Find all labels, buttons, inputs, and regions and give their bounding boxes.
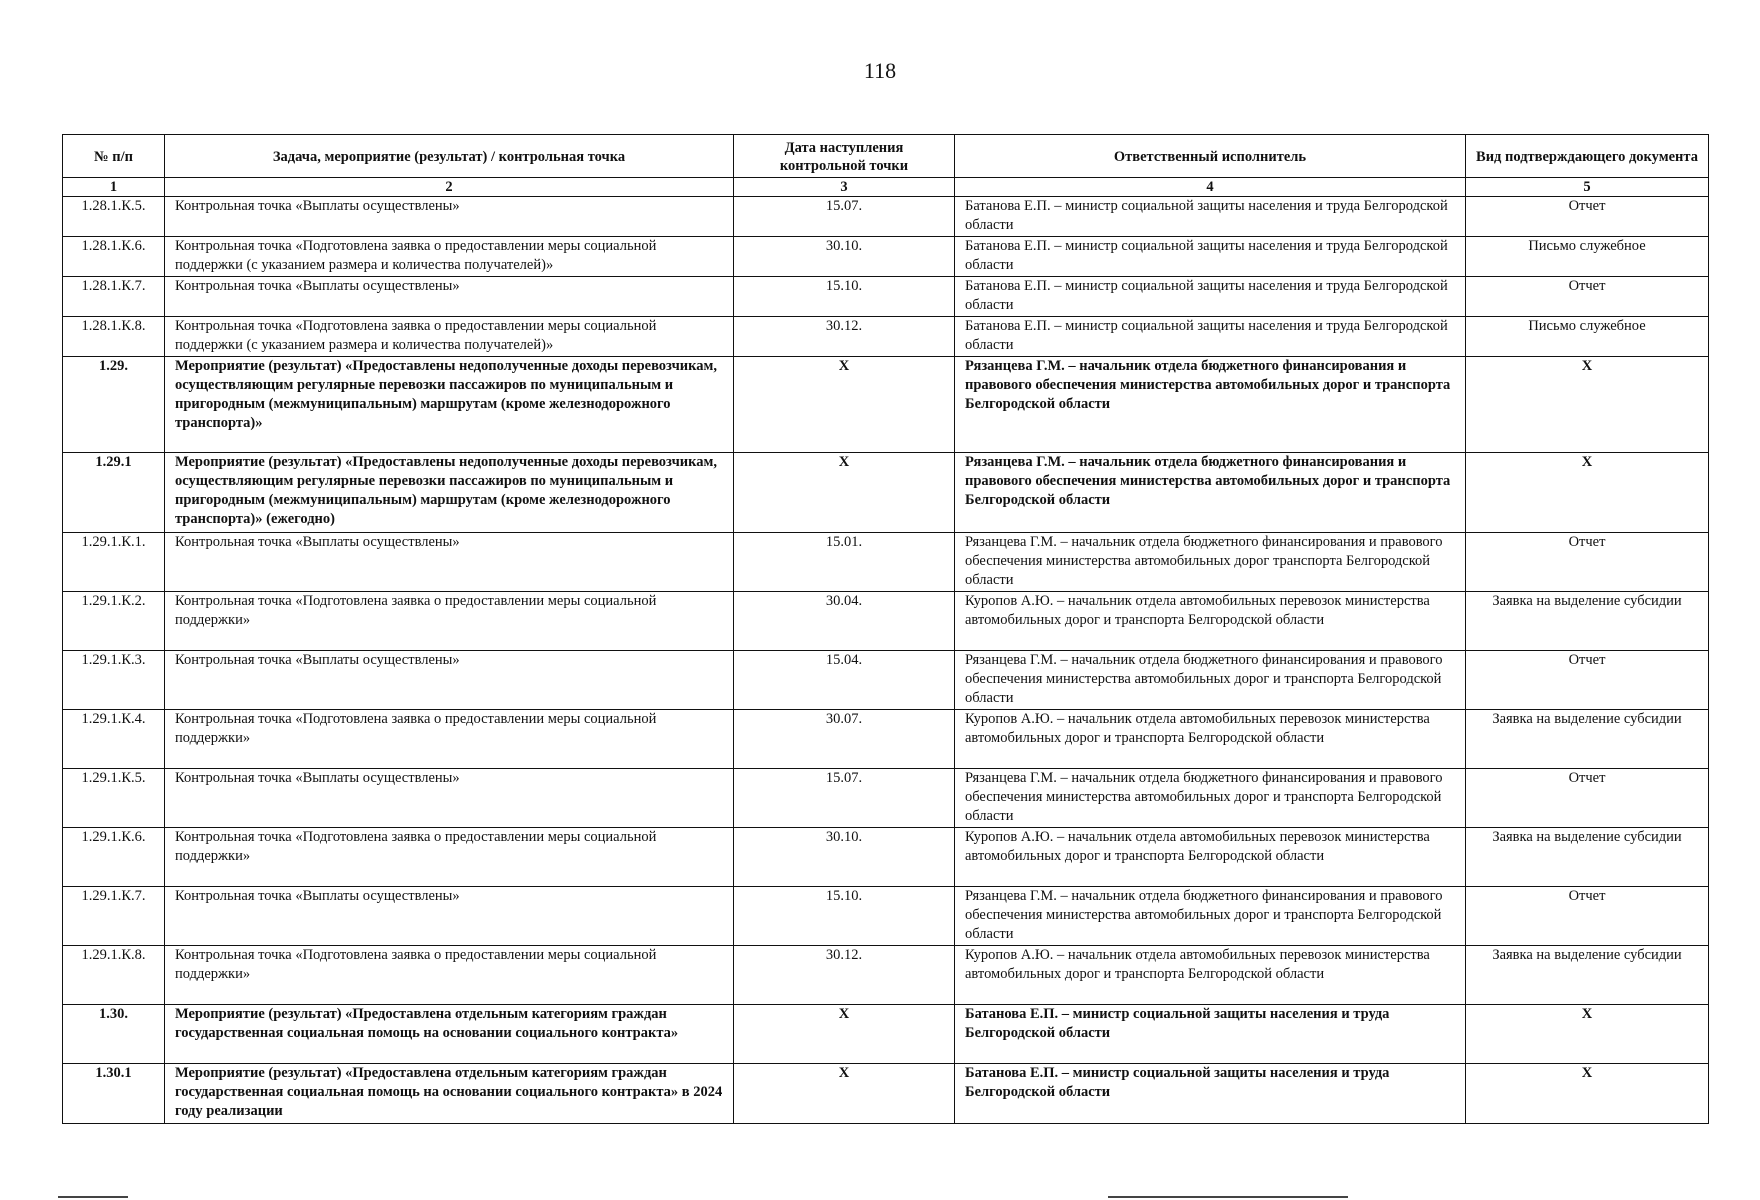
column-number: 2	[165, 178, 734, 197]
header-responsible: Ответственный исполнитель	[955, 135, 1466, 178]
responsible-cell: Куропов А.Ю. – начальник отдела автомобильных перевозок министерства автомобильных дорог и транспорта Белгородской области	[955, 946, 1466, 1005]
task-cell: Контрольная точка «Выплаты осуществлены»	[165, 277, 734, 317]
row-number: 1.29.1	[63, 453, 165, 533]
responsible-cell: Батанова Е.П. – министр социальной защиты населения и труда Белгородской области	[955, 1064, 1466, 1124]
row-number: 1.29.1.К.6.	[63, 828, 165, 887]
date-cell: 30.10.	[734, 828, 955, 887]
document-cell: Письмо служебное	[1466, 317, 1709, 357]
row-number: 1.29.1.К.8.	[63, 946, 165, 1005]
document-cell: Заявка на выделение субсидии	[1466, 946, 1709, 1005]
responsible-cell: Батанова Е.П. – министр социальной защиты населения и труда Белгородской области	[955, 237, 1466, 277]
table-row	[63, 1005, 1709, 1064]
table-row	[63, 651, 1709, 710]
control-points-table	[62, 134, 1709, 1124]
row-number: 1.30.	[63, 1005, 165, 1064]
header-num: № п/п	[63, 135, 165, 178]
table-row	[63, 277, 1709, 317]
header-date: Дата наступления контрольной точки	[734, 135, 955, 178]
responsible-cell: Батанова Е.П. – министр социальной защиты населения и труда Белгородской области	[955, 1005, 1466, 1064]
row-number: 1.29.1.К.2.	[63, 592, 165, 651]
document-cell: Заявка на выделение субсидии	[1466, 710, 1709, 769]
row-number: 1.29.	[63, 357, 165, 453]
table-body	[63, 197, 1709, 1124]
row-number: 1.28.1.К.6.	[63, 237, 165, 277]
task-cell: Контрольная точка «Выплаты осуществлены»	[165, 197, 734, 237]
responsible-cell: Рязанцева Г.М. – начальник отдела бюджетного финансирования и правового обеспечения министерства автомобильных дорог и транспорта Белгородской области	[955, 769, 1466, 828]
task-cell: Контрольная точка «Выплаты осуществлены»	[165, 887, 734, 946]
date-cell: 30.10.	[734, 237, 955, 277]
date-cell: Х	[734, 1005, 955, 1064]
row-number: 1.30.1	[63, 1064, 165, 1124]
header-document: Вид подтверждающего документа	[1466, 135, 1709, 178]
responsible-cell: Куропов А.Ю. – начальник отдела автомобильных перевозок министерства автомобильных дорог и транспорта Белгородской области	[955, 592, 1466, 651]
responsible-cell: Рязанцева Г.М. – начальник отдела бюджетного финансирования и правового обеспечения министерства автомобильных дорог и транспорта Белгородской области	[955, 651, 1466, 710]
date-cell: Х	[734, 1064, 955, 1124]
task-cell: Мероприятие (результат) «Предоставлены недополученные доходы перевозчикам, осуществляющим регулярные перевозки пассажиров по муниципальным и пригородным (межмуниципальным) маршрутам (кроме железнодорожного транспорта)» (ежегодно)	[165, 453, 734, 533]
footer-rule	[1108, 1196, 1348, 1198]
document-cell: Отчет	[1466, 197, 1709, 237]
table-row	[63, 946, 1709, 1005]
responsible-cell: Рязанцева Г.М. – начальник отдела бюджетного финансирования и правового обеспечения министерства автомобильных дорог и транспорта Белгородской области	[955, 887, 1466, 946]
document-cell: Х	[1466, 1064, 1709, 1124]
table-row	[63, 828, 1709, 887]
table-row	[63, 317, 1709, 357]
table-row	[63, 357, 1709, 453]
date-cell: 15.10.	[734, 277, 955, 317]
table-row	[63, 1064, 1709, 1124]
row-number: 1.29.1.К.4.	[63, 710, 165, 769]
page-number: 118	[863, 58, 897, 83]
document-cell: Отчет	[1466, 887, 1709, 946]
task-cell: Мероприятие (результат) «Предоставлена отдельным категориям граждан государственная социальная помощь на основании социального контракта» в 2024 году реализации	[165, 1064, 734, 1124]
table-row	[63, 592, 1709, 651]
column-number: 4	[955, 178, 1466, 197]
document-cell: Письмо служебное	[1466, 237, 1709, 277]
task-cell: Контрольная точка «Выплаты осуществлены»	[165, 651, 734, 710]
responsible-cell: Куропов А.Ю. – начальник отдела автомобильных перевозок министерства автомобильных дорог и транспорта Белгородской области	[955, 828, 1466, 887]
row-number: 1.28.1.К.7.	[63, 277, 165, 317]
table-header-row	[63, 135, 1709, 178]
date-cell: 30.12.	[734, 317, 955, 357]
task-cell: Контрольная точка «Выплаты осуществлены»	[165, 769, 734, 828]
row-number: 1.29.1.К.5.	[63, 769, 165, 828]
table-row	[63, 197, 1709, 237]
column-number: 1	[63, 178, 165, 197]
table-row	[63, 453, 1709, 533]
table-row	[63, 887, 1709, 946]
responsible-cell: Рязанцева Г.М. – начальник отдела бюджетного финансирования и правового обеспечения министерства автомобильных дорог и транспорта Белгородской области	[955, 357, 1466, 453]
document-cell: Отчет	[1466, 651, 1709, 710]
task-cell: Контрольная точка «Подготовлена заявка о предоставлении меры социальной поддержки»	[165, 946, 734, 1005]
date-cell: 30.07.	[734, 710, 955, 769]
document-cell: Заявка на выделение субсидии	[1466, 828, 1709, 887]
date-cell: 15.07.	[734, 769, 955, 828]
date-cell: 15.04.	[734, 651, 955, 710]
responsible-cell: Рязанцева Г.М. – начальник отдела бюджетного финансирования и правового обеспечения министерства автомобильных дорог транспорта Белгородской области	[955, 533, 1466, 592]
row-number: 1.29.1.К.1.	[63, 533, 165, 592]
task-cell: Контрольная точка «Подготовлена заявка о предоставлении меры социальной поддержки (с указанием размера и количества получателей)»	[165, 317, 734, 357]
footer-rule	[58, 1196, 128, 1198]
date-cell: 15.07.	[734, 197, 955, 237]
header-task: Задача, мероприятие (результат) / контрольная точка	[165, 135, 734, 178]
column-number: 5	[1466, 178, 1709, 197]
document-cell: Отчет	[1466, 533, 1709, 592]
responsible-cell: Рязанцева Г.М. – начальник отдела бюджетного финансирования и правового обеспечения министерства автомобильных дорог и транспорта Белгородской области	[955, 453, 1466, 533]
task-cell: Контрольная точка «Подготовлена заявка о предоставлении меры социальной поддержки (с указанием размера и количества получателей)»	[165, 237, 734, 277]
date-cell: 30.12.	[734, 946, 955, 1005]
responsible-cell: Батанова Е.П. – министр социальной защиты населения и труда Белгородской области	[955, 317, 1466, 357]
column-number-row	[63, 178, 1709, 197]
task-cell: Контрольная точка «Подготовлена заявка о предоставлении меры социальной поддержки»	[165, 828, 734, 887]
task-cell: Мероприятие (результат) «Предоставлена отдельным категориям граждан государственная социальная помощь на основании социального контракта»	[165, 1005, 734, 1064]
date-cell: Х	[734, 453, 955, 533]
document-cell: Х	[1466, 357, 1709, 453]
table-row	[63, 710, 1709, 769]
task-cell: Контрольная точка «Подготовлена заявка о предоставлении меры социальной поддержки»	[165, 592, 734, 651]
responsible-cell: Батанова Е.П. – министр социальной защиты населения и труда Белгородской области	[955, 277, 1466, 317]
task-cell: Контрольная точка «Выплаты осуществлены»	[165, 533, 734, 592]
document-cell: Отчет	[1466, 769, 1709, 828]
date-cell: 30.04.	[734, 592, 955, 651]
row-number: 1.28.1.К.8.	[63, 317, 165, 357]
document-cell: Х	[1466, 453, 1709, 533]
table-row	[63, 769, 1709, 828]
row-number: 1.29.1.К.3.	[63, 651, 165, 710]
table-row	[63, 533, 1709, 592]
table-row	[63, 237, 1709, 277]
column-number: 3	[734, 178, 955, 197]
document-cell: Отчет	[1466, 277, 1709, 317]
date-cell: Х	[734, 357, 955, 453]
responsible-cell: Куропов А.Ю. – начальник отдела автомобильных перевозок министерства автомобильных дорог и транспорта Белгородской области	[955, 710, 1466, 769]
document-cell: Х	[1466, 1005, 1709, 1064]
row-number: 1.28.1.К.5.	[63, 197, 165, 237]
row-number: 1.29.1.К.7.	[63, 887, 165, 946]
responsible-cell: Батанова Е.П. – министр социальной защиты населения и труда Белгородской области	[955, 197, 1466, 237]
task-cell: Мероприятие (результат) «Предоставлены недополученные доходы перевозчикам, осуществляющим регулярные перевозки пассажиров по муниципальным и пригородным (межмуниципальным) маршрутам (кроме железнодорожного транспорта)»	[165, 357, 734, 453]
task-cell: Контрольная точка «Подготовлена заявка о предоставлении меры социальной поддержки»	[165, 710, 734, 769]
document-cell: Заявка на выделение субсидии	[1466, 592, 1709, 651]
date-cell: 15.01.	[734, 533, 955, 592]
date-cell: 15.10.	[734, 887, 955, 946]
